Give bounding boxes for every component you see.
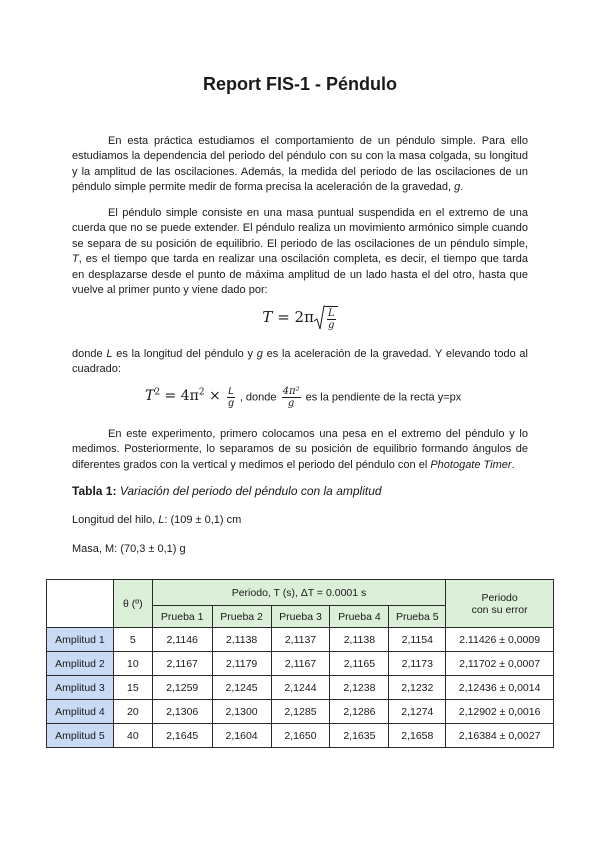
equation-two-pi: = 2π (272, 308, 314, 326)
sq-lhs: T (145, 388, 155, 405)
length-value: : (109 ± 0,1) cm (164, 514, 242, 526)
trial-cell: 2,1245 (212, 676, 271, 700)
trial-header: Prueba 2 (212, 606, 271, 628)
trial-cell: 2,1165 (330, 652, 389, 676)
slope-num: 4π² (282, 386, 300, 397)
row-label: Amplitud 2 (47, 652, 114, 676)
mass-line: Masa, M: (70,3 ± 0,1) g (72, 543, 186, 555)
period-equation (0, 305, 600, 331)
trial-cell: 2,1300 (212, 700, 271, 724)
table-row (47, 652, 554, 676)
trial-cell: 2,1274 (389, 700, 446, 724)
slope-fraction (282, 386, 301, 409)
result-cell: 2,12436 ± 0,0014 (446, 676, 554, 700)
intro-text: En esta práctica estudiamos el comportamiento de un péndulo simple. Para ello estudiamos la dependencia del periodo del péndulo con su con la masa colgada, su longitud y la amplitud de las oscilaciones. Además, la medida del periodo de las oscilaciones de un péndulo simple permite medir de forma precisa la aceleración de la gravedad, (72, 135, 528, 194)
sq-fraction (227, 386, 235, 409)
experiment-end: . (511, 458, 515, 471)
trial-cell: 2,1232 (389, 676, 446, 700)
trial-cell: 2,1650 (271, 724, 330, 748)
gravity-symbol-2: g (256, 348, 263, 360)
trial-cell: 2,1604 (212, 724, 271, 748)
where-text-1: donde (72, 348, 107, 360)
where-text-3: es la aceleración de la gravedad. Y elevando todo al cuadrado: (72, 348, 528, 376)
trial-cell: 2,1635 (330, 724, 389, 748)
intro-end: . (460, 181, 464, 194)
result-header (446, 580, 554, 628)
row-label: Amplitud 4 (47, 700, 114, 724)
length-line (72, 514, 241, 526)
trial-cell: 2,1138 (212, 628, 271, 652)
sq-rhs: = 4π (160, 388, 199, 405)
gravity-symbol: g (454, 181, 461, 194)
experiment-text: En este experimento, primero colocamos una pesa en el extremo del péndulo y lo medimos. Posteriormente, lo separamos de su posición de equilibrio formando ángulos de diferentes grados con la vertical y medimos el periodo del péndulo con el (72, 428, 528, 471)
sq-frac-num: L (228, 386, 234, 397)
sqrt-numerator: L (327, 307, 335, 319)
trial-cell: 2,1167 (271, 652, 330, 676)
table-row (47, 676, 554, 700)
trial-cell: 2,1259 (152, 676, 212, 700)
table-row (47, 724, 554, 748)
trial-cell: 2,1286 (330, 700, 389, 724)
trial-cell: 2,1285 (271, 700, 330, 724)
sq-donde: , donde (236, 391, 280, 404)
trial-header: Prueba 4 (330, 606, 389, 628)
table-row (47, 700, 554, 724)
trial-cell: 2,1137 (271, 628, 330, 652)
caption-label: Tabla 1: (72, 484, 117, 498)
theta-cell: 15 (113, 676, 152, 700)
intro-paragraph (72, 134, 528, 196)
row-label: Amplitud 5 (47, 724, 114, 748)
trial-cell: 2,1238 (330, 676, 389, 700)
sqrt-denominator: g (328, 319, 335, 331)
sqrt-fraction (325, 306, 338, 331)
table-row (47, 628, 554, 652)
sqrt-expression (314, 305, 338, 331)
squared-equation (145, 386, 461, 409)
theta-cell: 20 (113, 700, 152, 724)
theory-text-2: , es el tiempo que tarda en realizar una oscilación completa, es decir, el tiempo que tarda en desplazarse desde el punto de máxima amplitud de un lado hasta el del otro, hasta que vuelve al primer punto y viene dado por: (72, 253, 528, 297)
trial-header: Prueba 5 (389, 606, 446, 628)
trial-cell: 2,1173 (389, 652, 446, 676)
where-text-2: es la longitud del péndulo y (112, 348, 257, 360)
result-header-line2: con su error (471, 603, 528, 616)
trial-header: Prueba 3 (271, 606, 330, 628)
trial-cell: 2,1244 (271, 676, 330, 700)
sq-exp: 2 (154, 387, 161, 398)
length-prefix: Longitud del hilo, (72, 514, 159, 526)
theta-header: θ (º) (113, 580, 152, 628)
theta-cell: 40 (113, 724, 152, 748)
result-cell: 2,12902 ± 0,0016 (446, 700, 554, 724)
row-label: Amplitud 3 (47, 676, 114, 700)
theory-paragraph (72, 206, 528, 298)
sq-frac-den: g (228, 398, 234, 409)
period-header: Periodo, T (s), ΔT = 0.0001 s (152, 580, 445, 606)
trial-cell: 2,1645 (152, 724, 212, 748)
length-symbol: L (106, 348, 113, 360)
row-label: Amplitud 1 (47, 628, 114, 652)
page-title: Report FIS-1 - Péndulo (202, 74, 397, 94)
trial-cell: 2,1179 (212, 652, 271, 676)
trial-cell: 2,1658 (389, 724, 446, 748)
corner-cell (47, 580, 114, 628)
theta-cell: 5 (113, 628, 152, 652)
sq-tail: es la pendiente de la recta y=px (302, 391, 462, 404)
result-cell: 2.11426 ± 0,0009 (446, 628, 554, 652)
result-cell: 2,16384 ± 0,0027 (446, 724, 554, 748)
caption-text: Variación del periodo del péndulo con la amplitud (119, 484, 382, 498)
data-table (46, 579, 554, 748)
trial-cell: 2,1154 (389, 628, 446, 652)
equation-lhs: T (262, 308, 273, 326)
result-header-line1: Periodo (481, 591, 518, 604)
length-line-symbol: L (158, 514, 165, 526)
trial-cell: 2,1146 (152, 628, 212, 652)
result-cell: 2,11702 ± 0,0007 (446, 652, 554, 676)
theta-cell: 10 (113, 652, 152, 676)
slope-den: g (287, 398, 295, 409)
period-symbol: T (72, 253, 79, 266)
experiment-paragraph (72, 427, 528, 473)
trial-cell: 2,1167 (152, 652, 212, 676)
sq-times: × (204, 388, 226, 405)
trial-header: Prueba 1 (152, 606, 212, 628)
table-caption (72, 484, 382, 498)
trial-cell: 2,1306 (152, 700, 212, 724)
photogate-timer-text: Photogate Timer (430, 458, 512, 471)
sqrt-symbol-icon (314, 305, 325, 331)
theory-text-1: El péndulo simple consiste en una masa puntual suspendida en el extremo de una cuerda que no se puede extender. El péndulo realiza un movimiento armónico simple cuando se separa de su posición de equilibrio. El periodo de las oscilaciones de un péndulo simple, (72, 207, 528, 250)
trial-cell: 2,1138 (330, 628, 389, 652)
where-paragraph (72, 347, 528, 378)
sq-exp2: 2 (198, 387, 205, 398)
